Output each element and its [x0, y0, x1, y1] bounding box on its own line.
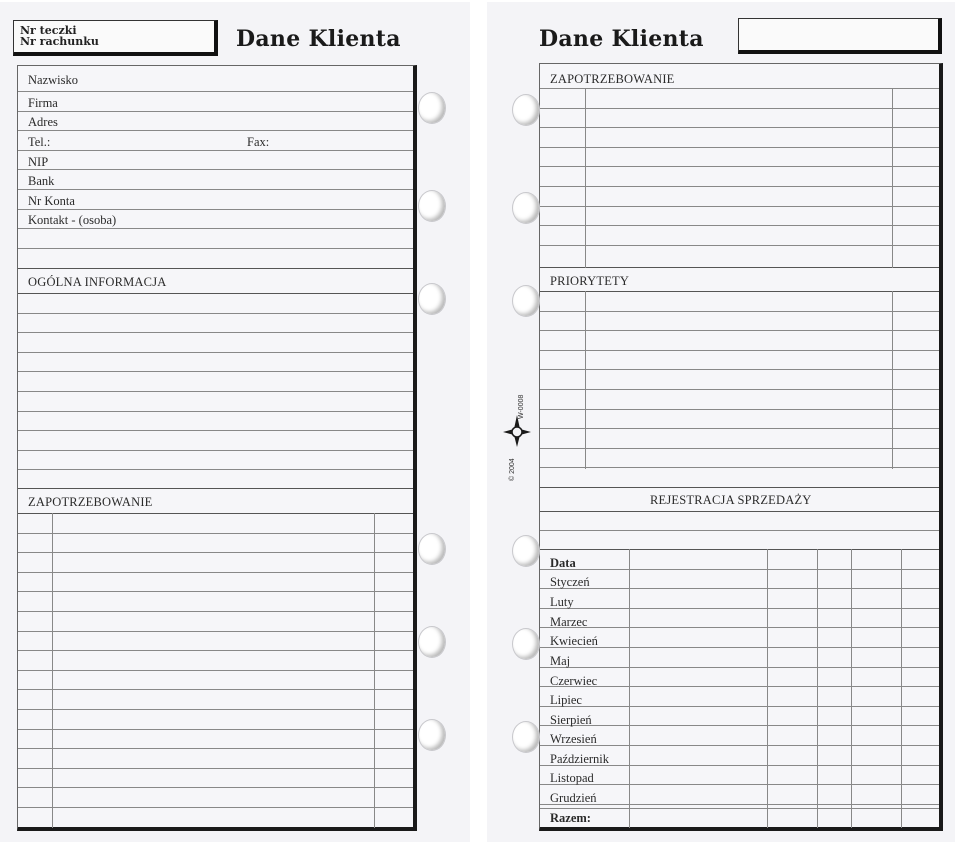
- binder-hole: [418, 283, 446, 315]
- needs-col-left: [585, 88, 586, 268]
- month-august: Sierpień: [550, 713, 592, 727]
- ruled-line: [540, 725, 939, 726]
- ruled-line: [540, 627, 939, 628]
- ruled-line: [540, 330, 939, 331]
- ruled-line: [18, 313, 413, 314]
- ruled-line: [18, 631, 413, 632]
- ruled-line: [18, 469, 413, 470]
- ruled-line: [18, 391, 413, 392]
- ruled-line: [18, 352, 413, 353]
- ruled-line: [18, 729, 413, 730]
- month-december: Grudzień: [550, 791, 597, 805]
- ruled-line: [540, 389, 939, 390]
- binder-hole: [418, 533, 446, 565]
- blank-reference-box[interactable]: [738, 18, 942, 54]
- ruled-line: [18, 650, 413, 651]
- month-october: Październik: [550, 752, 610, 766]
- ruled-line: [18, 189, 413, 190]
- sales-col-5: [901, 549, 902, 828]
- ruled-line: [540, 88, 939, 89]
- month-february: Luty: [550, 595, 574, 609]
- section-priorities: PRIORYTETY: [550, 274, 630, 288]
- ruled-line: [18, 488, 413, 489]
- binder-hole: [418, 719, 446, 751]
- account-number-label: Nr rachunku: [20, 35, 99, 48]
- page-title: Dane Klienta: [236, 26, 401, 52]
- month-november: Listopad: [550, 771, 594, 785]
- binder-hole: [512, 721, 540, 753]
- ruled-line: [540, 448, 939, 449]
- ruled-line: [18, 293, 413, 294]
- right-organizer-page: [487, 2, 955, 842]
- ruled-line: [540, 686, 939, 687]
- priorities-col-left: [585, 291, 586, 469]
- ruled-line: [540, 467, 939, 468]
- imprint-code: W-0008: [518, 394, 525, 419]
- ruled-line: [18, 411, 413, 412]
- field-label-surname: Nazwisko: [28, 73, 78, 87]
- needs-column-divider-right: [374, 513, 375, 828]
- ruled-line: [540, 569, 939, 570]
- sales-total-label: Razem:: [550, 811, 591, 825]
- field-label-company: Firma: [28, 96, 58, 110]
- ruled-line: [18, 248, 413, 249]
- ruled-line: [540, 350, 939, 351]
- needs-priorities-sales-card: [539, 63, 943, 831]
- ruled-line: [540, 186, 939, 187]
- ruled-line: [540, 804, 939, 805]
- field-label-fax: Fax:: [247, 135, 270, 149]
- field-label-phone: Tel.:: [28, 135, 51, 149]
- binder-hole: [418, 92, 446, 124]
- ruled-line: [18, 209, 413, 210]
- month-june: Czerwiec: [550, 674, 598, 688]
- section-needs-right: ZAPOTRZEBOWANIE: [550, 72, 675, 86]
- ruled-line: [18, 611, 413, 612]
- ruled-line: [540, 808, 939, 809]
- sales-col-2: [767, 549, 768, 828]
- ruled-line: [18, 709, 413, 710]
- ruled-line: [18, 169, 413, 170]
- ruled-line: [18, 533, 413, 534]
- sales-col-1: [629, 549, 630, 828]
- ruled-line: [540, 291, 939, 292]
- left-organizer-page: [0, 2, 470, 842]
- imprint-year: © 2004: [509, 458, 516, 481]
- ruled-line: [540, 647, 939, 648]
- ruled-line: [18, 748, 413, 749]
- ruled-line: [18, 371, 413, 372]
- sales-col-3: [817, 549, 818, 828]
- ruled-line: [540, 745, 939, 746]
- ruled-line: [540, 245, 939, 246]
- month-march: Marzec: [550, 615, 588, 629]
- ruled-line: [540, 311, 939, 312]
- ruled-line: [540, 549, 939, 550]
- ruled-line: [18, 591, 413, 592]
- binder-hole: [512, 535, 540, 567]
- field-label-contact-person: Kontakt - (osoba): [28, 213, 117, 227]
- ruled-line: [540, 784, 939, 785]
- ruled-line: [18, 787, 413, 788]
- binder-hole: [512, 628, 540, 660]
- ruled-line: [18, 572, 413, 573]
- ruled-line: [540, 369, 939, 370]
- month-may: Maj: [550, 654, 571, 668]
- sales-col-4: [851, 549, 852, 828]
- ruled-line: [540, 409, 939, 410]
- ruled-line: [18, 332, 413, 333]
- sales-header-date: Data: [550, 556, 576, 570]
- page-title-right: Dane Klienta: [539, 26, 704, 52]
- ruled-line: [18, 807, 413, 808]
- ruled-line: [18, 228, 413, 229]
- section-needs: ZAPOTRZEBOWANIE: [28, 495, 153, 509]
- ruled-line: [18, 450, 413, 451]
- ruled-line: [18, 513, 413, 514]
- ruled-line: [540, 706, 939, 707]
- ruled-line: [18, 130, 413, 131]
- binder-hole: [512, 192, 540, 224]
- month-july: Lipiec: [550, 693, 582, 707]
- ruled-line: [18, 670, 413, 671]
- ruled-line: [18, 430, 413, 431]
- field-label-nip: NIP: [28, 155, 49, 169]
- contact-details-card: [17, 65, 417, 831]
- section-sales-registration: REJESTRACJA SPRZEDAŻY: [650, 493, 812, 507]
- ruled-line: [540, 608, 939, 609]
- ruled-line: [18, 689, 413, 690]
- ruled-line: [540, 225, 939, 226]
- needs-col-right: [892, 88, 893, 268]
- field-label-bank: Bank: [28, 174, 55, 188]
- section-general-info: OGÓLNA INFORMACJA: [28, 275, 167, 289]
- month-april: Kwiecień: [550, 634, 598, 648]
- field-label-account-number: Nr Konta: [28, 194, 75, 208]
- ruled-line: [540, 667, 939, 668]
- ruled-line: [18, 91, 413, 92]
- publisher-logo: [499, 385, 539, 485]
- ruled-line: [540, 147, 939, 148]
- binder-hole: [512, 285, 540, 317]
- ruled-line: [540, 206, 939, 207]
- ruled-line: [18, 268, 413, 269]
- ruled-line: [540, 588, 939, 589]
- ruled-line: [540, 108, 939, 109]
- month-january: Styczeń: [550, 575, 590, 589]
- ruled-line: [540, 511, 939, 512]
- ruled-line: [18, 552, 413, 553]
- file-number-box[interactable]: [13, 20, 218, 56]
- ruled-line: [540, 487, 939, 488]
- binder-hole: [512, 94, 540, 126]
- ruled-line: [18, 768, 413, 769]
- file-number-label: Nr teczki: [20, 24, 77, 37]
- ruled-line: [18, 111, 413, 112]
- ruled-line: [540, 166, 939, 167]
- ruled-line: [18, 150, 413, 151]
- priorities-col-right: [892, 291, 893, 469]
- binder-hole: [418, 626, 446, 658]
- ruled-line: [540, 428, 939, 429]
- ruled-line: [540, 530, 939, 531]
- ruled-line: [540, 267, 939, 268]
- ruled-line: [540, 127, 939, 128]
- field-label-address: Adres: [28, 115, 58, 129]
- month-september: Wrzesień: [550, 732, 597, 746]
- binder-hole: [418, 190, 446, 222]
- needs-column-divider: [52, 513, 53, 828]
